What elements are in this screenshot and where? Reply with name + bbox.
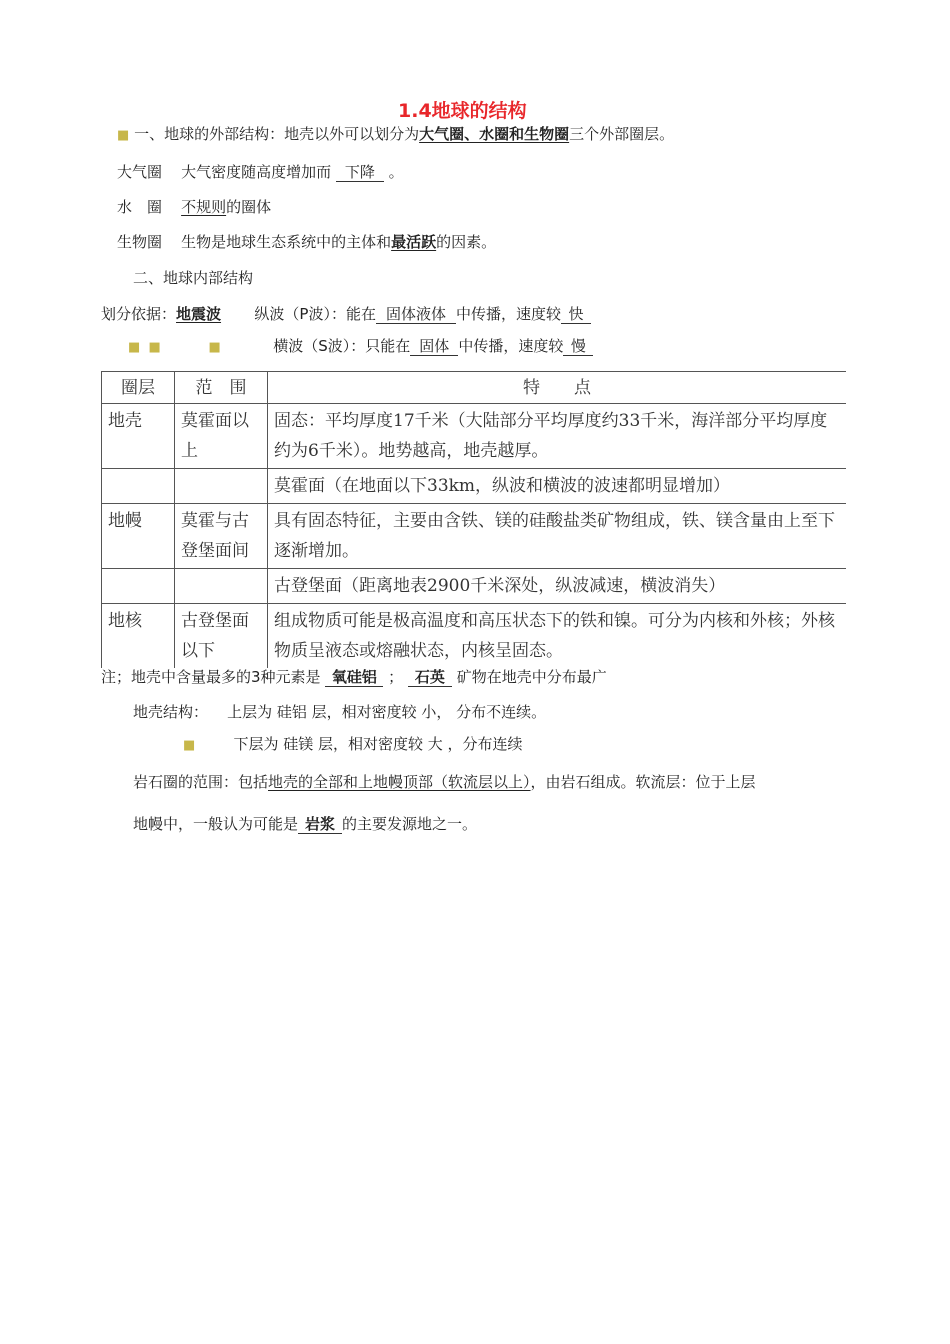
crust-range-cell: 莫霍面以上	[175, 404, 268, 469]
biosphere-label: 生物圈	[117, 233, 163, 251]
table-header-row	[102, 372, 847, 404]
litho-underlined: 地壳的全部和上地幔顶部（软流层以上）	[268, 773, 531, 791]
biosphere-line	[117, 232, 496, 252]
p-wave-blank-medium: 固体液体	[376, 305, 456, 324]
outer-structure-heading	[117, 124, 674, 146]
table-row	[102, 569, 847, 604]
hydrosphere-label: 水 圈	[117, 198, 163, 216]
basis-bold: 地震波	[176, 305, 222, 323]
table-row	[102, 504, 847, 569]
mantle-range-cell: 莫霍与古登堡面间	[175, 504, 268, 569]
crust-structure-label: 地壳结构：	[133, 703, 209, 721]
magma-prefix: 地幔中，一般认为可能是	[133, 815, 299, 833]
s-wave-text: 横波（S波）：只能在	[273, 337, 411, 355]
basis-label: 划分依据：	[101, 305, 177, 323]
s-wave-mid: 中传播，速度较	[458, 337, 564, 355]
page-title: 1.4地球的结构	[398, 100, 527, 122]
biosphere-bold: 最活跃	[391, 233, 437, 251]
table-row	[102, 469, 847, 504]
p-wave-mid: 中传播，速度较	[455, 305, 561, 323]
speck-mark: ■	[183, 738, 196, 753]
outer-heading-bold: 大气圈、水圈和生物圈	[419, 125, 570, 143]
atmosphere-blank: 下降	[336, 163, 384, 182]
p-wave-blank-speed: 快	[561, 305, 591, 324]
header-layer: 圈层	[102, 372, 175, 404]
empty-cell	[102, 569, 175, 604]
hydrosphere-line	[117, 197, 271, 217]
outer-heading-prefix: 一、地球的外部结构：地壳以外可以划分为	[134, 125, 420, 143]
biosphere-text: 生物是地球生态系统中的主体和	[181, 233, 392, 251]
p-wave-text: 纵波（P波）：能在	[254, 305, 376, 323]
atmosphere-text: 大气密度随高度增加而	[181, 163, 332, 181]
mantle-feature-cell: 具有固态特征，主要由含铁、镁的硅酸盐类矿物组成，铁、镁含量由上至下逐渐增加。	[268, 504, 847, 569]
speck-mark: ■ ■	[128, 340, 161, 355]
hydrosphere-text: 的圈体	[226, 198, 272, 216]
magma-suffix: 的主要发源地之一。	[342, 815, 478, 833]
s-wave-line	[128, 336, 593, 358]
empty-cell	[102, 469, 175, 504]
core-feature-cell: 组成物质可能是极高温度和高压状态下的铁和镍。可分为内核和外核；外核物质呈液态或熔融状态，内核呈固态。	[268, 604, 847, 669]
magma-blank: 岩浆	[298, 815, 342, 834]
hydrosphere-underlined: 不规则	[181, 198, 227, 216]
core-range-cell: 古登堡面以下	[175, 604, 268, 669]
table-row	[102, 404, 847, 469]
mineral-blank: 石英	[408, 668, 452, 687]
header-feature: 特 点	[268, 372, 847, 404]
p-wave-line	[101, 304, 591, 324]
biosphere-end: 的因素。	[436, 233, 497, 251]
note-prefix: 注；地壳中含量最多的3种元素是	[101, 668, 321, 686]
empty-cell	[175, 469, 268, 504]
mantle-layer-cell: 地幔	[102, 504, 175, 569]
empty-cell	[175, 569, 268, 604]
elements-note-line	[101, 667, 607, 687]
speck-mark: ■	[208, 340, 221, 355]
crust-structure-lower	[183, 734, 523, 756]
s-wave-blank-speed: 慢	[563, 337, 593, 356]
gutenberg-boundary-cell: 古登堡面（距离地表2900千米深处，纵波减速，横波消失）	[268, 569, 847, 604]
earth-layers-table	[101, 371, 846, 668]
note-suffix: 矿物在地壳中分布最广	[456, 668, 607, 686]
crust-feature-cell: 固态：平均厚度17千米（大陆部分平均厚度约33千米，海洋部分平均厚度约为6千米）。地势越高，地壳越厚。	[268, 404, 847, 469]
lower-layer-text: 下层为 硅镁 层，相对密度较 大 ，分布连续	[233, 735, 523, 753]
lithosphere-line	[133, 772, 756, 792]
outer-heading-suffix: 三个外部圈层。	[569, 125, 675, 143]
upper-layer-text: 上层为 硅铝 层，相对密度较 小， 分布不连续。	[227, 703, 547, 721]
litho-prefix: 岩石圈的范围：包括	[133, 773, 269, 791]
crust-layer-cell: 地壳	[102, 404, 175, 469]
header-range: 范 围	[175, 372, 268, 404]
inner-structure-heading: 二、地球内部结构	[133, 269, 254, 287]
atmosphere-line	[117, 162, 404, 182]
atmosphere-end: 。	[388, 163, 404, 181]
moho-boundary-cell: 莫霍面（在地面以下33km，纵波和横波的波速都明显增加）	[268, 469, 847, 504]
elements-blank: 氧硅铝	[325, 668, 383, 687]
table-row	[102, 604, 847, 669]
core-layer-cell: 地核	[102, 604, 175, 669]
atmosphere-label: 大气圈	[117, 163, 163, 181]
crust-structure-upper	[133, 702, 546, 722]
s-wave-blank-medium: 固体	[410, 337, 458, 356]
magma-line	[133, 814, 477, 834]
litho-suffix: ，由岩石组成。软流层：位于上层	[530, 773, 756, 791]
speck-mark: ■	[117, 128, 130, 143]
note-separator: ；	[388, 668, 404, 686]
